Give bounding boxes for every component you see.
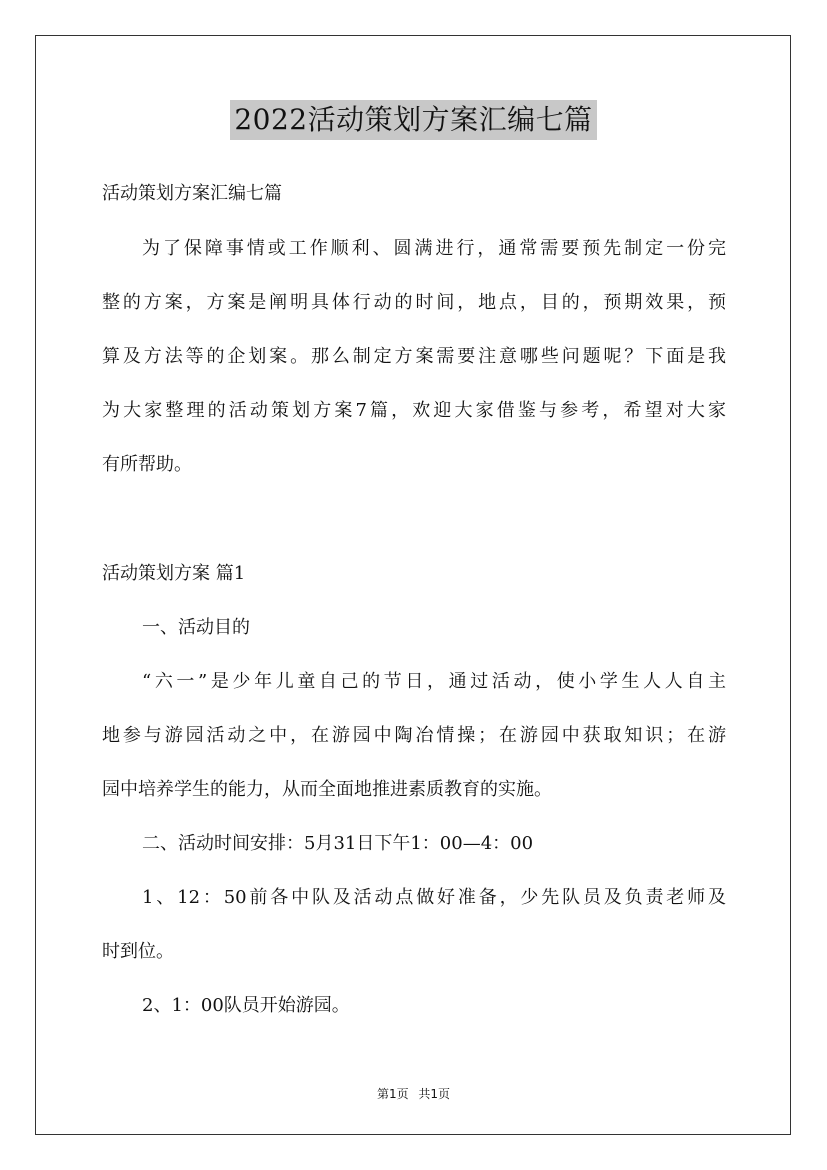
document-subtitle: 活动策划方案汇编七篇 bbox=[102, 183, 282, 204]
purpose-line-3: 园中培养学生的能力，从而全面地推进素质教育的实施。 bbox=[102, 779, 552, 800]
section-heading: 活动策划方案 篇1 bbox=[102, 563, 246, 584]
document-title: 2022活动策划方案汇编七篇 bbox=[230, 100, 596, 140]
schedule-item-1-line-2: 时到位。 bbox=[102, 941, 174, 962]
page-number: 第1页 bbox=[376, 1087, 409, 1101]
page-total: 共1页 bbox=[418, 1087, 451, 1101]
schedule-item-1-line-1: 1、12：50前各中队及活动点做好准备，少先队员及负责老师及 bbox=[142, 887, 726, 908]
intro-line-1: 为了保障事情或工作顺利、圆满进行，通常需要预先制定一份完 bbox=[142, 238, 726, 259]
intro-line-4: 为大家整理的活动策划方案7篇，欢迎大家借鉴与参考，希望对大家 bbox=[102, 400, 726, 421]
purpose-line-1: “六一”是少年儿童自己的节日，通过活动，使小学生人人自主 bbox=[142, 671, 726, 692]
schedule-heading: 二、活动时间安排：5月31日下午1：00—4：00 bbox=[142, 833, 534, 854]
intro-line-5: 有所帮助。 bbox=[102, 454, 192, 475]
purpose-heading: 一、活动目的 bbox=[142, 617, 250, 638]
title-area bbox=[0, 100, 827, 140]
page-footer bbox=[0, 1085, 827, 1102]
purpose-line-2: 地参与游园活动之中，在游园中陶冶情操；在游园中获取知识；在游 bbox=[102, 725, 726, 746]
schedule-item-2: 2、1：00队员开始游园。 bbox=[142, 995, 350, 1016]
intro-line-3: 算及方法等的企划案。那么制定方案需要注意哪些问题呢？下面是我 bbox=[102, 346, 726, 367]
intro-line-2: 整的方案，方案是阐明具体行动的时间，地点，目的，预期效果，预 bbox=[102, 292, 726, 313]
